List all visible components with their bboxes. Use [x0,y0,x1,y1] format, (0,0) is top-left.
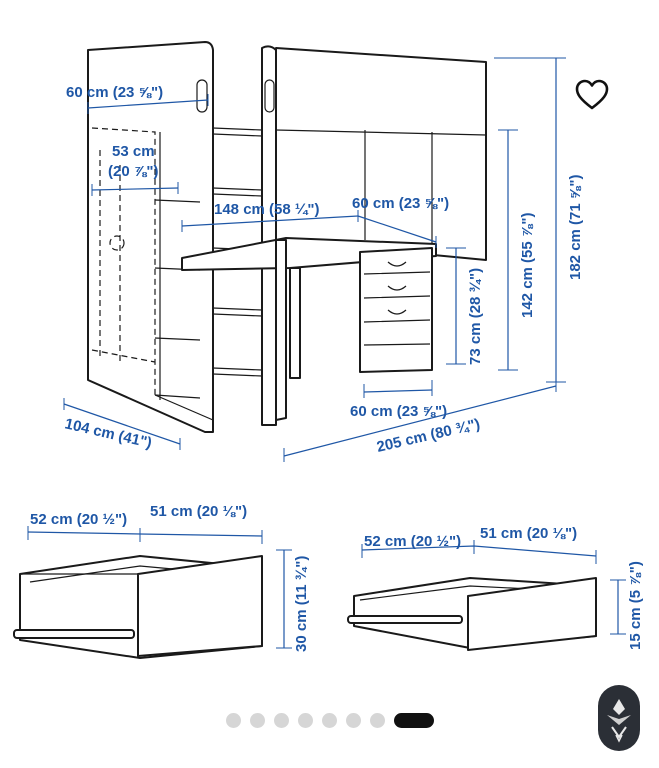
assistant-logo-icon [598,685,640,751]
desk-height-label: 73 cm (28 ¾") [467,267,484,365]
image-carousel-dots [0,708,659,732]
carousel-dot[interactable] [298,713,313,728]
base-depth-label: 60 cm (23 ⅝") [350,403,448,420]
total-height-label: 182 cm (71 ⅝") [567,174,584,280]
carousel-dot[interactable] [226,713,241,728]
inner-width-in-label: (20 ⅞") [108,163,159,180]
carousel-dot[interactable] [274,713,289,728]
carousel-dot-active[interactable] [394,713,434,728]
large-drawer-depth-label: 51 cm (20 ⅛") [150,503,248,520]
small-drawer-width-label: 52 cm (20 ½") [364,533,462,550]
desk-length-label: 148 cm (58 ¼") [214,201,320,218]
bed-length-label: 205 cm (80 ¾") [375,415,482,456]
heart-outline-icon [574,78,610,112]
carousel-dot[interactable] [250,713,265,728]
small-drawer-illustration [348,578,596,650]
carousel-dot[interactable] [370,713,385,728]
carousel-dot[interactable] [322,713,337,728]
desk-depth-label: 60 cm (23 ⅝") [352,195,450,212]
bed-width-label: 104 cm (41") [63,415,154,452]
carousel-dot[interactable] [346,713,361,728]
underside-height-label: 142 cm (55 ⅞") [519,212,536,318]
top-width-label: 60 cm (23 ⅝") [66,84,164,101]
large-drawer-height-label: 30 cm (11 ¾") [293,555,310,652]
assistant-badge-button[interactable] [598,685,640,751]
favorite-button[interactable] [574,78,610,112]
small-drawer-depth-label: 51 cm (20 ⅛") [480,525,578,542]
large-drawer-width-label: 52 cm (20 ½") [30,511,128,528]
small-drawer-height-label: 15 cm (5 ⅞") [627,561,644,650]
large-drawer-illustration [14,556,262,658]
inner-width-label: 53 cm [112,143,155,160]
